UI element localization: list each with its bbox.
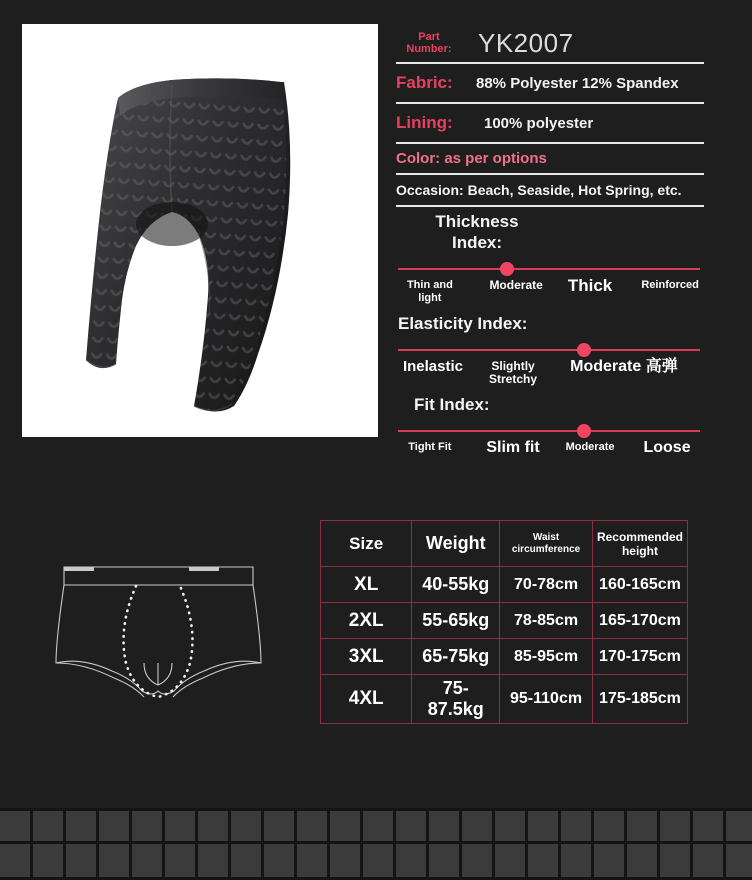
schematic-leg-left: [56, 663, 144, 697]
elasticity-index-title: Elasticity Index:: [398, 314, 528, 333]
table-row: [321, 603, 688, 639]
thickness-slider-labels: [396, 276, 704, 309]
spec-row-part-number: [396, 24, 704, 62]
slider-track: [398, 349, 700, 351]
slider-label: Reinforced: [641, 279, 699, 291]
thickness-index-title: Thickness Index:: [435, 212, 519, 252]
slider-thumb[interactable]: [577, 343, 591, 357]
slider-label: Tight Fit: [408, 441, 452, 453]
cell-height: 160-165cm: [592, 567, 687, 603]
slider-label: Moderate 高弹: [570, 358, 678, 375]
schematic-tag-left: [64, 567, 94, 571]
spec-row-lining: [396, 104, 704, 142]
slider-label: Moderate: [489, 278, 543, 292]
fit-index-title: Fit Index:: [414, 395, 490, 414]
color-line: Color: as per options: [396, 150, 547, 167]
cell-waist: 78-85cm: [500, 603, 593, 639]
header-weight: Weight: [412, 521, 500, 567]
table-row: [321, 639, 688, 675]
fit-index-block: [396, 394, 704, 471]
cell-size: XL: [321, 567, 412, 603]
header-height: Recommended height: [592, 521, 687, 567]
cell-size: 2XL: [321, 603, 412, 639]
cell-weight: 65-75kg: [412, 639, 500, 675]
cell-waist: 95-110cm: [500, 675, 593, 724]
slider-label: Slightly Stretchy: [489, 359, 538, 386]
size-table-header-row: [321, 521, 688, 567]
cell-waist: 85-95cm: [500, 639, 593, 675]
cell-weight: 75-87.5kg: [412, 675, 500, 724]
boxer-schematic: [26, 545, 291, 710]
lining-label: Lining:: [396, 113, 453, 132]
header-waist: Waist circumference: [500, 521, 593, 567]
divider: [396, 205, 704, 207]
fabric-value: 88% Polyester 12% Spandex: [476, 74, 679, 92]
size-table: [320, 520, 688, 724]
cell-size: 4XL: [321, 675, 412, 724]
cell-weight: 40-55kg: [412, 567, 500, 603]
table-row: [321, 675, 688, 724]
lining-value: 100% polyester: [484, 114, 594, 132]
cell-height: 170-175cm: [592, 639, 687, 675]
slider-label: Thin and light: [406, 279, 453, 304]
slider-label: Loose: [643, 439, 691, 456]
bottom-tile-strip: [0, 808, 752, 880]
jammer-illustration: [22, 24, 378, 437]
specification-panel: [396, 24, 704, 471]
fit-slider-labels: [396, 441, 704, 471]
slider-track: [398, 430, 700, 432]
slider-track: [398, 268, 700, 270]
elasticity-slider[interactable]: [396, 342, 704, 358]
thickness-slider[interactable]: [396, 261, 704, 277]
part-number-value: YK2007: [478, 27, 574, 58]
boxer-schematic-svg: [26, 545, 291, 710]
fit-slider[interactable]: [396, 423, 704, 439]
slider-label: Thick: [567, 276, 613, 295]
slider-thumb[interactable]: [577, 424, 591, 438]
cell-weight: 55-65kg: [412, 603, 500, 639]
spec-row-fabric: [396, 64, 704, 102]
schematic-tag-right: [189, 567, 219, 571]
elasticity-index-block: [396, 313, 704, 390]
part-number-label: Part Number:: [406, 31, 452, 55]
size-table-head: [321, 521, 688, 567]
elasticity-slider-labels: [396, 360, 704, 390]
cell-height: 165-170cm: [592, 603, 687, 639]
slider-label: Moderate: [565, 441, 615, 453]
table-row: [321, 567, 688, 603]
fabric-label: Fabric:: [396, 73, 453, 92]
size-table-body: [321, 567, 688, 724]
cell-size: 3XL: [321, 639, 412, 675]
cell-waist: 70-78cm: [500, 567, 593, 603]
slider-label: Inelastic: [402, 358, 463, 375]
cell-height: 175-185cm: [592, 675, 687, 724]
slider-label: Slim fit: [486, 439, 540, 456]
slider-thumb[interactable]: [500, 262, 514, 276]
occasion-line: Occasion: Beach, Seaside, Hot Spring, etc.: [396, 182, 682, 198]
product-photo: [22, 24, 378, 437]
thickness-index-block: [396, 211, 704, 309]
header-size: Size: [321, 521, 412, 567]
